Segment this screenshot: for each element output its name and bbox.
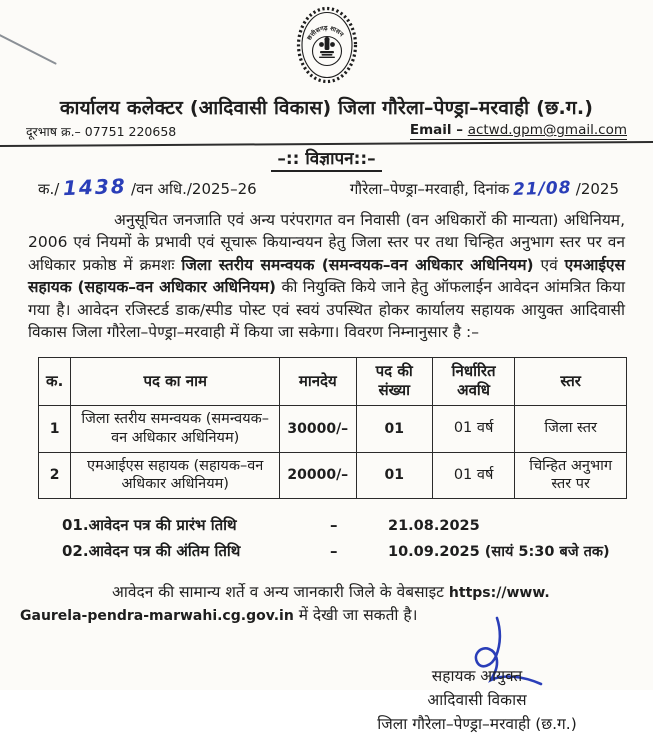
row2-post-count: 01 xyxy=(356,452,432,499)
dash: – xyxy=(330,542,338,561)
footer-text-1: आवेदन की सामान्य शर्ते व अन्य जानकारी जिले के वेबसाइट xyxy=(112,583,449,602)
end-date-row xyxy=(62,541,653,561)
row1-post-name: जिला स्तरीय समन्वयक (समन्वयक–वन अधिकार अधिनियम) xyxy=(71,405,280,452)
email-line xyxy=(410,122,627,140)
signatory-district: जिला गौरेला–पेण्ड्रा–मरवाही (छ.ग.) xyxy=(377,714,577,733)
handwritten-ref-number: 1438 xyxy=(62,173,128,201)
body-text-2: एवं xyxy=(533,255,565,274)
signatory-designation-block xyxy=(337,664,617,736)
office-title: कार्यालय कलेक्टर (आदिवासी विकास) जिला गौरेला–पेण्ड्रा–मरवाही (छ.ग.) xyxy=(59,97,594,119)
row2-honorarium: 20000/– xyxy=(280,452,356,499)
row2-post-name: एमआईएस सहायक (सहायक–वन अधिकार अधिनियम) xyxy=(71,452,280,499)
col-duration: निर्धारित अवधि xyxy=(432,357,514,405)
table-header-row xyxy=(39,357,627,405)
table-row xyxy=(39,405,627,452)
row1-serial: 1 xyxy=(39,405,71,452)
reference-row xyxy=(0,172,653,199)
application-dates xyxy=(62,515,653,561)
row1-post-count: 01 xyxy=(356,405,432,452)
ashoka-capital-icon xyxy=(319,37,335,58)
emblem-arc-text: छत्तीसगढ़ शासन xyxy=(305,24,345,42)
ref-prefix: क./ xyxy=(38,180,60,198)
post-name-bold-2: एमआईएस सहायक (सहायक–वन अधिकार अधिनियम) xyxy=(28,255,625,297)
signatory-title: सहायक आयुक्त xyxy=(431,666,523,685)
vacancy-table xyxy=(38,357,627,499)
col-level: स्तर xyxy=(515,357,627,405)
date-suffix: /2025 xyxy=(575,180,619,198)
place-date-line xyxy=(350,179,619,199)
ref-suffix: /वन अधि./2025–26 xyxy=(131,180,257,198)
body-text-3: की नियुक्ति किये जाने हेतु ऑफलाईन आवेदन आंमत्रित किया गया है। आवेदन रजिस्टर्ड डाक/स्पीड पोस्ट एवं स्वयं उपस्थित होकर कार्यालय सहायक आयुक्त आदिवासी विकास जिला गौरेला–पेण्ड्रा–मरवाही में किया जा सकेगा। विवरण निम्नानुसार है :– xyxy=(28,278,625,342)
post-name-bold-1: जिला स्तरीय समन्वयक (समन्वयक–वन अधिकार अधिनियम) xyxy=(181,255,534,274)
contact-row xyxy=(0,120,653,143)
start-date-value: 21.08.2025 xyxy=(388,518,480,535)
phone-number: दूरभाष क्र.– 07751 220658 xyxy=(26,124,177,139)
row1-honorarium: 30000/– xyxy=(280,405,356,452)
body-text-1: अनुसूचित जनजाति एवं अन्य परंपरागत वन निवासी (वन अधिकारों की मान्यता) अधिनियम, 2006 एवं नियमों के प्रभावी एवं सूचारू कियान्वयन हेतु जिला स्तर पर तथा चिन्हित अनुभाग स्तर पर वन अधिकार प्रकोष्ठ में क्रमशः xyxy=(28,211,625,274)
row2-level: चिन्हित अनुभाग स्तर पर xyxy=(515,452,627,499)
notice-heading-row xyxy=(0,146,653,172)
row2-duration: 01 वर्ष xyxy=(432,452,514,499)
emblem-container xyxy=(0,0,653,88)
email-address: actwd.gpm@gmail.com xyxy=(467,122,627,138)
end-date-value: 10.09.2025 (सायं 5:30 बजे तक) xyxy=(388,544,610,561)
chhattisgarh-government-seal-icon xyxy=(296,6,358,84)
notice-heading: –:: विज्ञापन::– xyxy=(271,146,381,172)
notice-body-paragraph xyxy=(28,209,625,344)
start-date-row xyxy=(62,515,653,535)
col-post-name: पद का नाम xyxy=(71,357,280,405)
end-date-label: 02.आवेदन पत्र की अंतिम तिथि xyxy=(62,542,241,561)
start-date-label: 01.आवेदन पत्र की प्रारंभ तिथि xyxy=(62,516,237,535)
row2-serial: 2 xyxy=(39,452,71,499)
table-row xyxy=(39,452,627,499)
signature-area xyxy=(0,632,653,752)
reference-number-line xyxy=(38,175,257,199)
email-label: Email – xyxy=(409,122,468,138)
footer-text-2: में देखी जा सकती है। xyxy=(293,606,418,625)
signatory-department: आदिवासी विकास xyxy=(427,690,527,709)
handwritten-date: 21/08 xyxy=(512,177,573,201)
row1-level: जिला स्तर xyxy=(515,405,627,452)
col-honorarium: मानदेय xyxy=(280,357,356,405)
website-url-scheme: https://www. xyxy=(448,585,550,602)
place-date-prefix: गौरेला–पेण्ड्रा–मरवाही, दिनांक xyxy=(349,180,510,198)
website-url-domain: Gaurela-pendra-marwahi.cg.gov.in xyxy=(20,608,294,625)
dash: – xyxy=(330,516,338,535)
col-post-count: पद की संख्या xyxy=(356,357,432,405)
row1-duration: 01 वर्ष xyxy=(432,405,514,452)
col-serial: क. xyxy=(39,357,71,405)
